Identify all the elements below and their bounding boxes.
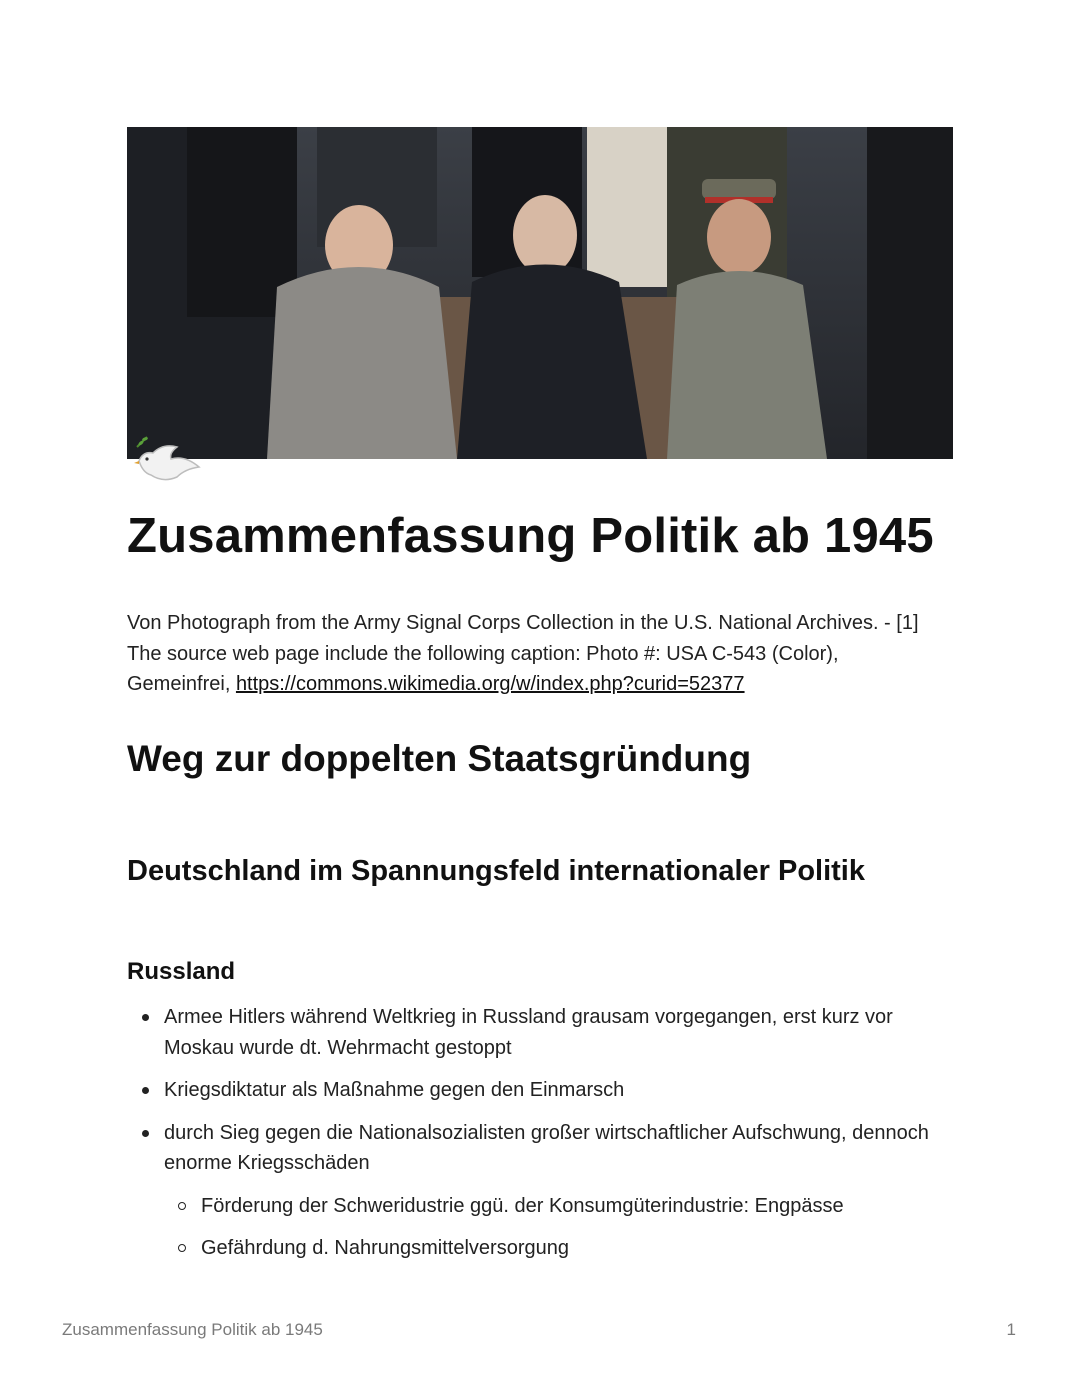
heading-3: Russland	[127, 958, 236, 985]
list-item: Kriegsdiktatur als Maßnahme gegen den Einmarsch	[127, 1075, 957, 1106]
cover-photo-illustration	[127, 127, 953, 459]
list-item: durch Sieg gegen die Nationalsozialisten großer wirtschaftlicher Aufschwung, dennoch enorme Kriegsschäden	[127, 1118, 957, 1179]
page-title: Zusammenfassung Politik ab 1945	[127, 509, 934, 563]
source-link[interactable]: https://commons.wikimedia.org/w/index.php?curid=52377	[235, 673, 745, 695]
footer-page-number: 1	[1006, 1320, 1016, 1339]
heading-1: Weg zur doppelten Staatsgründung	[127, 738, 752, 779]
caption-line-1: Von Photograph from the Army Signal Corps Collection in the U.S. National Archives. - [1]	[127, 612, 919, 634]
heading-2: Deutschland im Spannungsfeld internationaler Politik	[127, 855, 865, 887]
footer-doc-title: Zusammenfassung Politik ab 1945	[62, 1320, 323, 1339]
list-item: Armee Hitlers während Weltkrieg in Russland grausam vorgegangen, erst kurz vor Moskau wurde dt. Wehrmacht gestoppt	[127, 1002, 957, 1063]
list-item-nested: Förderung der Schweridustrie ggü. der Konsumgüterindustrie: Engpässe	[127, 1191, 957, 1222]
image-caption	[127, 608, 957, 700]
cover-image	[127, 127, 953, 459]
dove-icon	[133, 433, 205, 487]
caption-line-3-prefix: Gemeinfrei,	[127, 673, 236, 695]
list-item-nested: Gefährdung d. Nahrungsmittelversorgung	[127, 1233, 957, 1264]
bullet-list	[127, 1002, 957, 1264]
caption-line-2: The source web page include the following caption: Photo #: USA C-543 (Color),	[127, 642, 839, 665]
